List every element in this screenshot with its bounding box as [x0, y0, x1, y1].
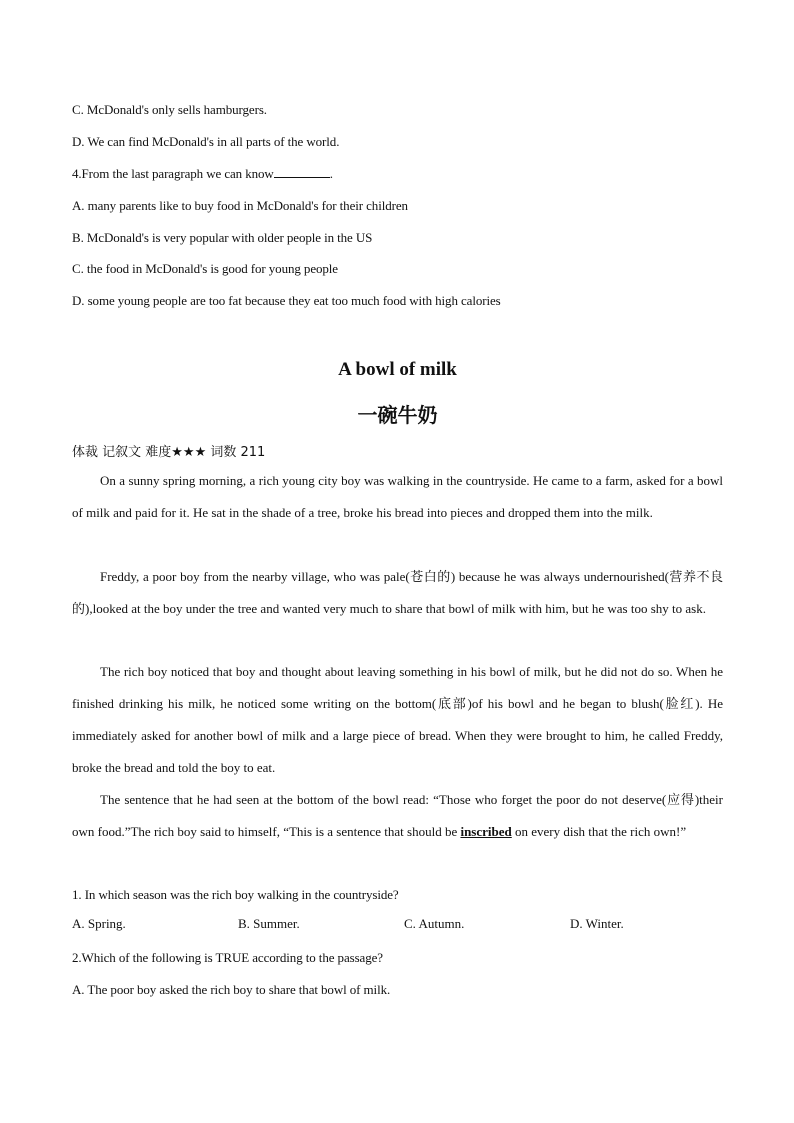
q2-option-a: A. The poor boy asked the rich boy to share that bowl of milk.	[72, 982, 391, 997]
paragraph-3: The rich boy noticed that boy and thought about leaving something in his bowl of milk, but he did not do so. When he finished drinking his milk, he noticed some writing on the bottom(底部)of his bowl and he began to blush(脸红). He immediately asked for another bowl of milk and a large piece of bread. When they were brought to him, he called Freddy, broke the bread and told the boy to eat.	[72, 664, 723, 775]
paragraph-4	[72, 784, 723, 848]
paragraph-4-after: on every dish that the rich own!”	[511, 824, 687, 839]
passage-title-en: A bowl of milk	[338, 359, 457, 380]
q1-option-c: C. Autumn.	[404, 916, 465, 931]
q4-option-c: C. the food in McDonald's is good for young people	[72, 261, 338, 276]
q3-option-c: C. McDonald's only sells hamburgers.	[72, 102, 267, 117]
q2-stem: 2.Which of the following is TRUE according to the passage?	[72, 950, 383, 965]
q1-option-d: D. Winter.	[570, 916, 624, 931]
answer-blank	[274, 166, 330, 178]
passage-meta-text: 体裁 记叙文 难度★★★ 词数 211	[72, 445, 266, 460]
q4-option-d: D. some young people are too fat because they eat too much food with high calories	[72, 293, 501, 308]
q4-option-a: A. many parents like to buy food in McDonald's for their children	[72, 198, 408, 213]
keyword-inscribed: inscribed	[460, 824, 512, 839]
q3-option-d: D. We can find McDonald's in all parts of the world.	[72, 134, 340, 149]
paragraph-4-before: The sentence that he had seen at the bottom of the bowl read: “Those who forget the poor do not deserve(应得)their own food.”The rich boy said to himself, “This is a sentence that should be	[72, 792, 723, 839]
q4-option-b: B. McDonald's is very popular with older people in the US	[72, 230, 373, 245]
paragraph-1: On a sunny spring morning, a rich young city boy was walking in the countryside. He came to a farm, asked for a bowl of milk and paid for it. He sat in the shade of a tree, broke his bread into pieces and dropped them into the milk.	[72, 473, 723, 520]
q4-stem	[72, 166, 333, 182]
passage-title-zh: 一碗牛奶	[357, 403, 438, 427]
q1-option-a: A. Spring.	[72, 916, 126, 931]
q1-option-b: B. Summer.	[238, 916, 300, 931]
paragraph-2: Freddy, a poor boy from the nearby village, who was pale(苍白的) because he was always undernourished(营养不良的),looked at the boy under the tree and wanted very much to share that bowl of milk with him, but he was too shy to ask.	[72, 569, 723, 616]
q4-stem-end: .	[329, 166, 333, 181]
q1-stem: 1. In which season was the rich boy walking in the countryside?	[72, 887, 399, 902]
passage-meta	[72, 441, 265, 460]
q4-stem-text: 4.From the last paragraph we can know	[72, 166, 274, 181]
q1-options	[72, 916, 723, 936]
